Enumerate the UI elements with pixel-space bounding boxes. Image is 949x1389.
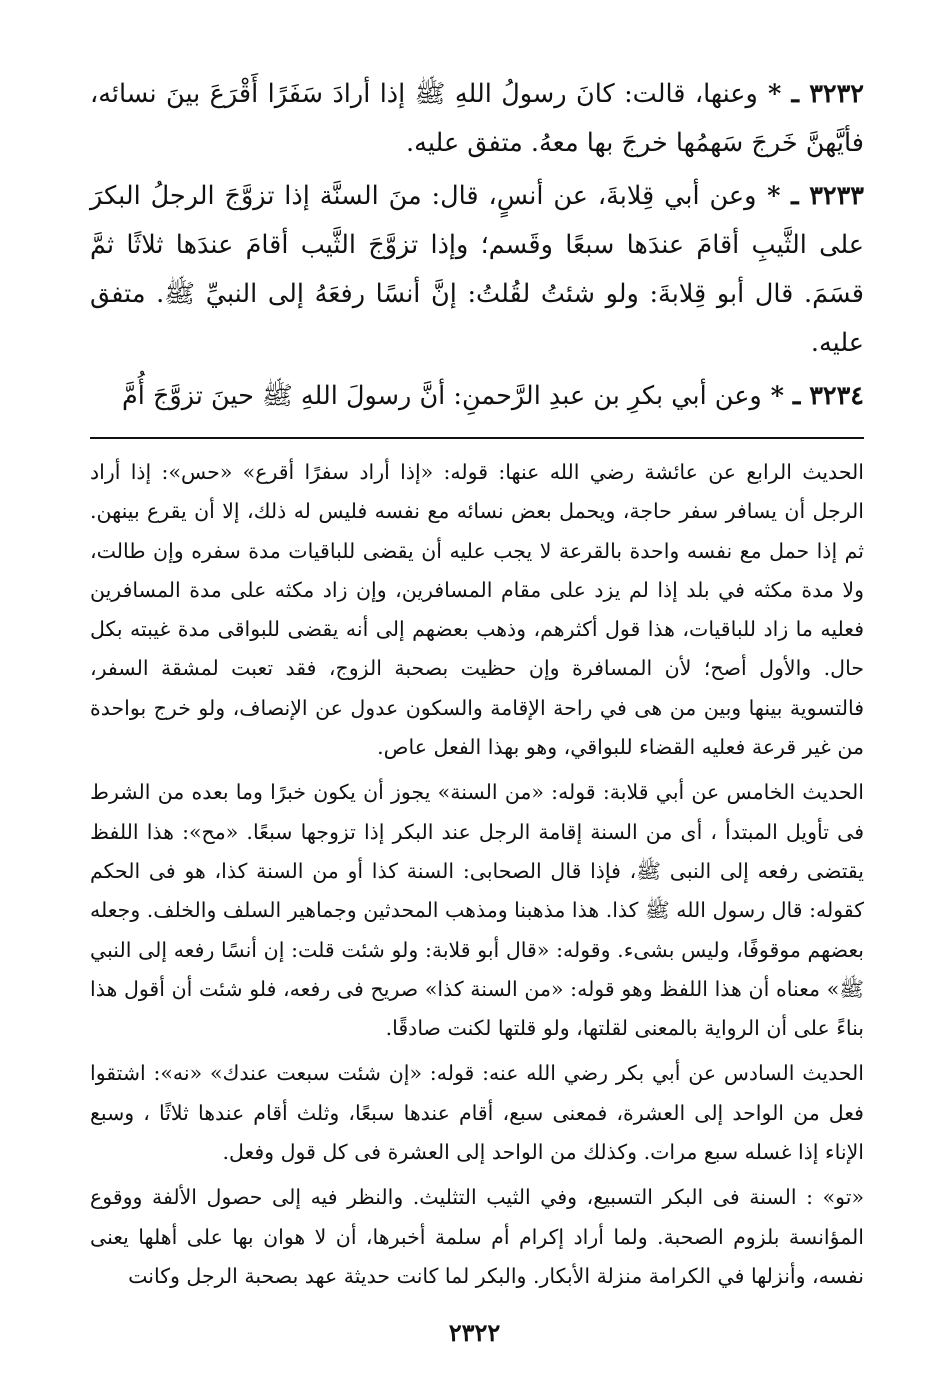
commentary-paragraph: «تو» : السنة فى البكر التسبيع، وفي الثيب التثليث. والنظر فيه إلى حصول الألفة ووقوع المؤانسة بلزوم الصحبة. ولما أراد إكرام أم سلمة أخبرها، أن لا هوان بها على أهلها يعنى نفسه، وأنزلها في الكرامة منزلة الأبكار. والبكر لما كانت حديثة عهد بصحبة الرجل وكانت <box>90 1185 864 1288</box>
commentary-paragraph: الحديث السادس عن أبي بكر رضي الله عنه: قوله: «إن شئت سبعت عندك» «نه»: اشتقوا فعل من الواحد إلى العشرة، فمعنى سبع، أقام عندها سبعًا، وثلث أقام عندها ثلاثًا ، وسبع الإناء إذا غسله سبع مرات. وكذلك من الواحد إلى العشرة فى كل قول وفعل. <box>90 1061 864 1165</box>
commentary-section <box>90 453 864 1296</box>
commentary-paragraph: الحديث الرابع عن عائشة رضي الله عنها: قوله: «إذا أراد سفرًا أقرع» «حس»: إذا أراد الرجل أن يسافر سفر حاجة، ويحمل بعض نسائه مع نفسه فليس له ذلك، إلا أن يقرع بينهن. ثم إذا حمل مع نفسه واحدة بالقرعة لا يجب عليه أن يقضى للباقيات مدة سفره وإن طالت، ولا مدة مكثه في بلد إذا لم يزد على مقام المسافرين، وإن زاد مكثه على مدة المسافرين فعليه ما زاد للباقيات، هذا قول أكثرهم، وذهب بعضهم إلى أنه يقضى للبواقى مدة غيبته بكل حال. والأول أصح؛ لأن المسافرة وإن حظيت بصحبة الزوج، فقد تعبت لمشقة السفر، فالتسوية بينها وبين من هى في راحة الإقامة والسكون عدول عن الإنصاف، ولو خرج بواحدة من غير قرعة فعليه القضاء للبواقي، وهو بهذا الفعل عاص. <box>90 460 864 760</box>
hadith-text: وعنها، قالت: كانَ رسولُ اللهِ ﷺ إذا أرادَ سَفَرًا أَقْرَعَ بينَ نسائه، فأيَّهنَّ خَرجَ سَهمُها خرجَ بها معهُ. متفق عليه. <box>90 79 864 158</box>
hadith-text: وعن أبي بكرِ بن عبدِ الرَّحمنِ: أنَّ رسولَ اللهِ ﷺ حينَ تزوَّجَ أُمَّ <box>121 381 762 411</box>
hadith-text: وعن أبي قِلابةَ، عن أنسٍ، قال: منَ السنَّة إذا تزوَّجَ الرجلُ البكرَ على الثَّيبِ أقامَ عندَها سبعًا وقَسم؛ وإذا تزوَّجَ الثَّيب أقامَ عندَها ثلاثًا ثمَّ قسَمَ. قال أبو قِلابةَ: ولو شئتُ لقُلتُ: إنَّ أنسًا رفعَهُ إلى النبيِّ ﷺ. متفق عليه. <box>90 181 864 358</box>
page-number: ٢٣٢٢ <box>448 1318 501 1347</box>
hadith-number: ٣٢٣٣ ـ * <box>756 181 864 211</box>
hadith-number: ٣٢٣٢ ـ * <box>757 79 864 109</box>
hadith-section <box>90 70 864 421</box>
commentary-paragraph: الحديث الخامس عن أبي قلابة: قوله: «من السنة» يجوز أن يكون خبرًا وما بعده من الشرط فى تأويل المبتدأ ، أى من السنة إقامة الرجل عند البكر إذا تزوجها سبعًا. «مح»: هذا اللفظ يقتضى رفعه إلى النبى ﷺ، فإذا قال الصحابى: السنة كذا أو من السنة كذا، هو فى الحكم كقوله: قال رسول الله ﷺ كذا. هذا مذهبنا ومذهب المحدثين وجماهير السلف والخلف. وجعله بعضهم موقوفًا، وليس بشىء. وقوله: «قال أبو قلابة: ولو شئت قلت: إن أنسًا رفعه إلى النبي ﷺ» معناه أن هذا اللفظ وهو قوله: «من السنة كذا» صريح فى رفعه، فلو شئت أن أقول هذا بناءً على أن الرواية بالمعنى لقلتها، ولو قلتها لكنت صادقًا. <box>90 780 864 1041</box>
hadith-3234 <box>90 372 864 421</box>
hadith-3232 <box>90 70 864 168</box>
hadith-3233 <box>90 172 864 368</box>
section-divider <box>90 437 864 439</box>
hadith-number: ٣٢٣٤ ـ * <box>761 381 864 411</box>
